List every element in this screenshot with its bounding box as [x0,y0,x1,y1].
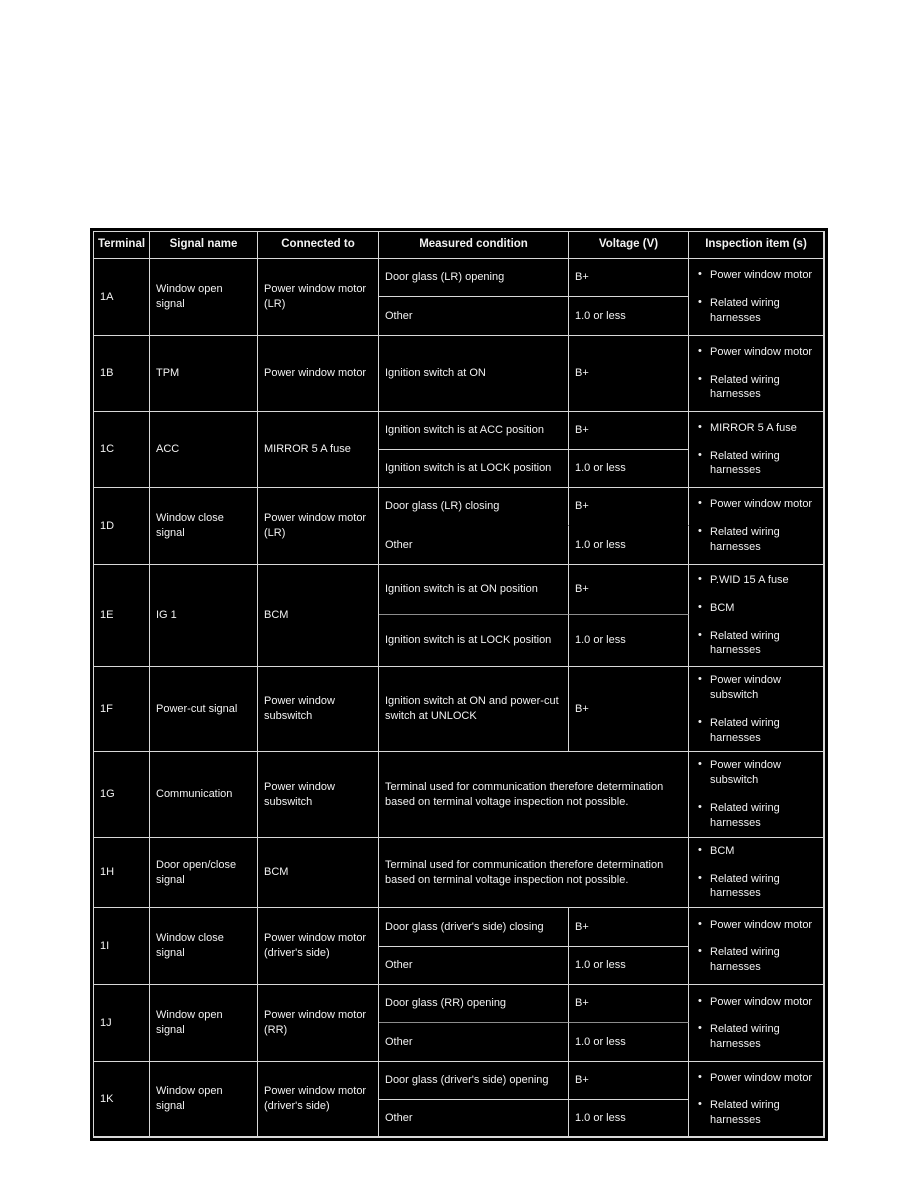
inspection-items-cell [689,985,824,1062]
measured-condition-cell: Ignition switch is at LOCK position [379,450,569,488]
inspection-item: • Related wiring harnesses [695,801,819,831]
voltage-cell: B+ [569,667,689,752]
measured-condition-cell: Other [379,1100,569,1137]
inspection-item: • Power window subswitch [695,758,819,788]
inspection-item: • Related wiring harnesses [695,716,819,746]
connected-to-cell: Power window motor (LR) [258,259,379,336]
terminal-cell: 1F [94,667,150,752]
communication-note-cell: Terminal used for communication therefore determination based on terminal voltage inspection not possible. [379,838,689,909]
voltage-cell: 1.0 or less [569,450,689,488]
inspection-items-cell [689,752,824,837]
voltage-cell: B+ [569,908,689,947]
inspection-item: • P.WID 15 A fuse [695,573,819,588]
inspection-item: • Related wiring harnesses [695,525,819,555]
inspection-items-cell [689,838,824,909]
measured-condition-cell: Door glass (RR) opening [379,985,569,1023]
connected-to-cell: BCM [258,838,379,909]
table-row-1j [94,985,824,1023]
measured-condition-cell: Door glass (driver's side) closing [379,908,569,947]
header-connected-to: Connected to [258,232,379,259]
inspection-items-cell [689,908,824,985]
voltage-cell: 1.0 or less [569,1023,689,1062]
terminal-cell: 1G [94,752,150,837]
header-voltage: Voltage (V) [569,232,689,259]
table-row-1k [94,1062,824,1100]
connected-to-cell: Power window motor (RR) [258,985,379,1062]
measured-condition-cell: Ignition switch is at ACC position [379,412,569,450]
table-header-row [94,232,824,259]
connected-to-cell: Power window motor (driver's side) [258,908,379,985]
voltage-cell: 1.0 or less [569,526,689,565]
inspection-item: • Power window motor [695,345,819,360]
inspection-items-cell [689,667,824,752]
voltage-cell: B+ [569,412,689,450]
terminal-voltage-table-frame [90,228,828,1141]
inspection-item: • Power window subswitch [695,673,819,703]
communication-note-cell: Terminal used for communication therefore determination based on terminal voltage inspection not possible. [379,752,689,837]
measured-condition-cell: Other [379,947,569,985]
inspection-item: • Related wiring harnesses [695,296,819,326]
terminal-cell: 1E [94,565,150,667]
inspection-item: • MIRROR 5 A fuse [695,421,819,436]
inspection-item: • Related wiring harnesses [695,373,819,403]
signal-name-cell: Power-cut signal [150,667,258,752]
voltage-cell: B+ [569,336,689,412]
connected-to-cell: BCM [258,565,379,667]
inspection-items-cell [689,1062,824,1137]
signal-name-cell: Communication [150,752,258,837]
voltage-cell: 1.0 or less [569,947,689,985]
inspection-item: • Power window motor [695,268,819,283]
inspection-items-cell [689,412,824,488]
terminal-cell: 1B [94,336,150,412]
terminal-cell: 1K [94,1062,150,1137]
inspection-items-cell [689,336,824,412]
voltage-cell: B+ [569,565,689,615]
measured-condition-cell: Ignition switch is at LOCK position [379,615,569,667]
signal-name-cell: Window open signal [150,1062,258,1137]
voltage-cell: 1.0 or less [569,297,689,336]
table-row-1h [94,838,824,909]
measured-condition-cell: Other [379,297,569,336]
inspection-items-cell [689,259,824,336]
signal-name-cell: Window open signal [150,259,258,336]
table-row-1a [94,259,824,297]
header-inspection-items: Inspection item (s) [689,232,824,259]
inspection-item: • BCM [695,601,819,616]
connected-to-cell: MIRROR 5 A fuse [258,412,379,488]
table-row-1g [94,752,824,837]
measured-condition-cell: Door glass (LR) opening [379,259,569,297]
table-row-1i [94,908,824,947]
inspection-item: • Power window motor [695,995,819,1010]
voltage-cell: 1.0 or less [569,1100,689,1137]
connected-to-cell: Power window motor (driver's side) [258,1062,379,1137]
signal-name-cell: Window close signal [150,908,258,985]
terminal-cell: 1A [94,259,150,336]
inspection-item: • Power window motor [695,1071,819,1086]
measured-condition-cell: Other [379,526,569,565]
voltage-cell: B+ [569,985,689,1023]
voltage-cell: B+ [569,488,689,526]
measured-condition-cell: Other [379,1023,569,1062]
header-terminal: Terminal [94,232,150,259]
voltage-cell: 1.0 or less [569,615,689,667]
inspection-item: • BCM [695,844,819,859]
inspection-item: • Power window motor [695,497,819,512]
connected-to-cell: Power window motor (LR) [258,488,379,565]
signal-name-cell: Window open signal [150,985,258,1062]
connected-to-cell: Power window subswitch [258,752,379,837]
inspection-items-cell [689,488,824,565]
signal-name-cell: Door open/close signal [150,838,258,909]
table-row-1f [94,667,824,752]
signal-name-cell: IG 1 [150,565,258,667]
voltage-cell: B+ [569,1062,689,1100]
signal-name-cell: Window close signal [150,488,258,565]
measured-condition-cell: Door glass (LR) closing [379,488,569,526]
inspection-item: • Related wiring harnesses [695,449,819,479]
table-row-1d [94,488,824,526]
inspection-item: • Related wiring harnesses [695,629,819,659]
table-row-1c [94,412,824,450]
voltage-cell: B+ [569,259,689,297]
inspection-item: • Related wiring harnesses [695,945,819,975]
inspection-item: • Power window motor [695,918,819,933]
terminal-cell: 1H [94,838,150,909]
connected-to-cell: Power window subswitch [258,667,379,752]
signal-name-cell: TPM [150,336,258,412]
inspection-items-cell [689,565,824,667]
inspection-item: • Related wiring harnesses [695,872,819,902]
header-signal-name: Signal name [150,232,258,259]
connected-to-cell: Power window motor [258,336,379,412]
measured-condition-cell: Ignition switch at ON [379,336,569,412]
terminal-cell: 1D [94,488,150,565]
header-measured-condition: Measured condition [379,232,569,259]
table-row-1e [94,565,824,615]
terminal-cell: 1I [94,908,150,985]
terminal-voltage-table [93,231,825,1138]
measured-condition-cell: Ignition switch is at ON position [379,565,569,615]
table-row-1b [94,336,824,412]
measured-condition-cell: Ignition switch at ON and power-cut switch at UNLOCK [379,667,569,752]
inspection-item: • Related wiring harnesses [695,1098,819,1128]
terminal-cell: 1J [94,985,150,1062]
inspection-item: • Related wiring harnesses [695,1022,819,1052]
measured-condition-cell: Door glass (driver's side) opening [379,1062,569,1100]
signal-name-cell: ACC [150,412,258,488]
terminal-cell: 1C [94,412,150,488]
